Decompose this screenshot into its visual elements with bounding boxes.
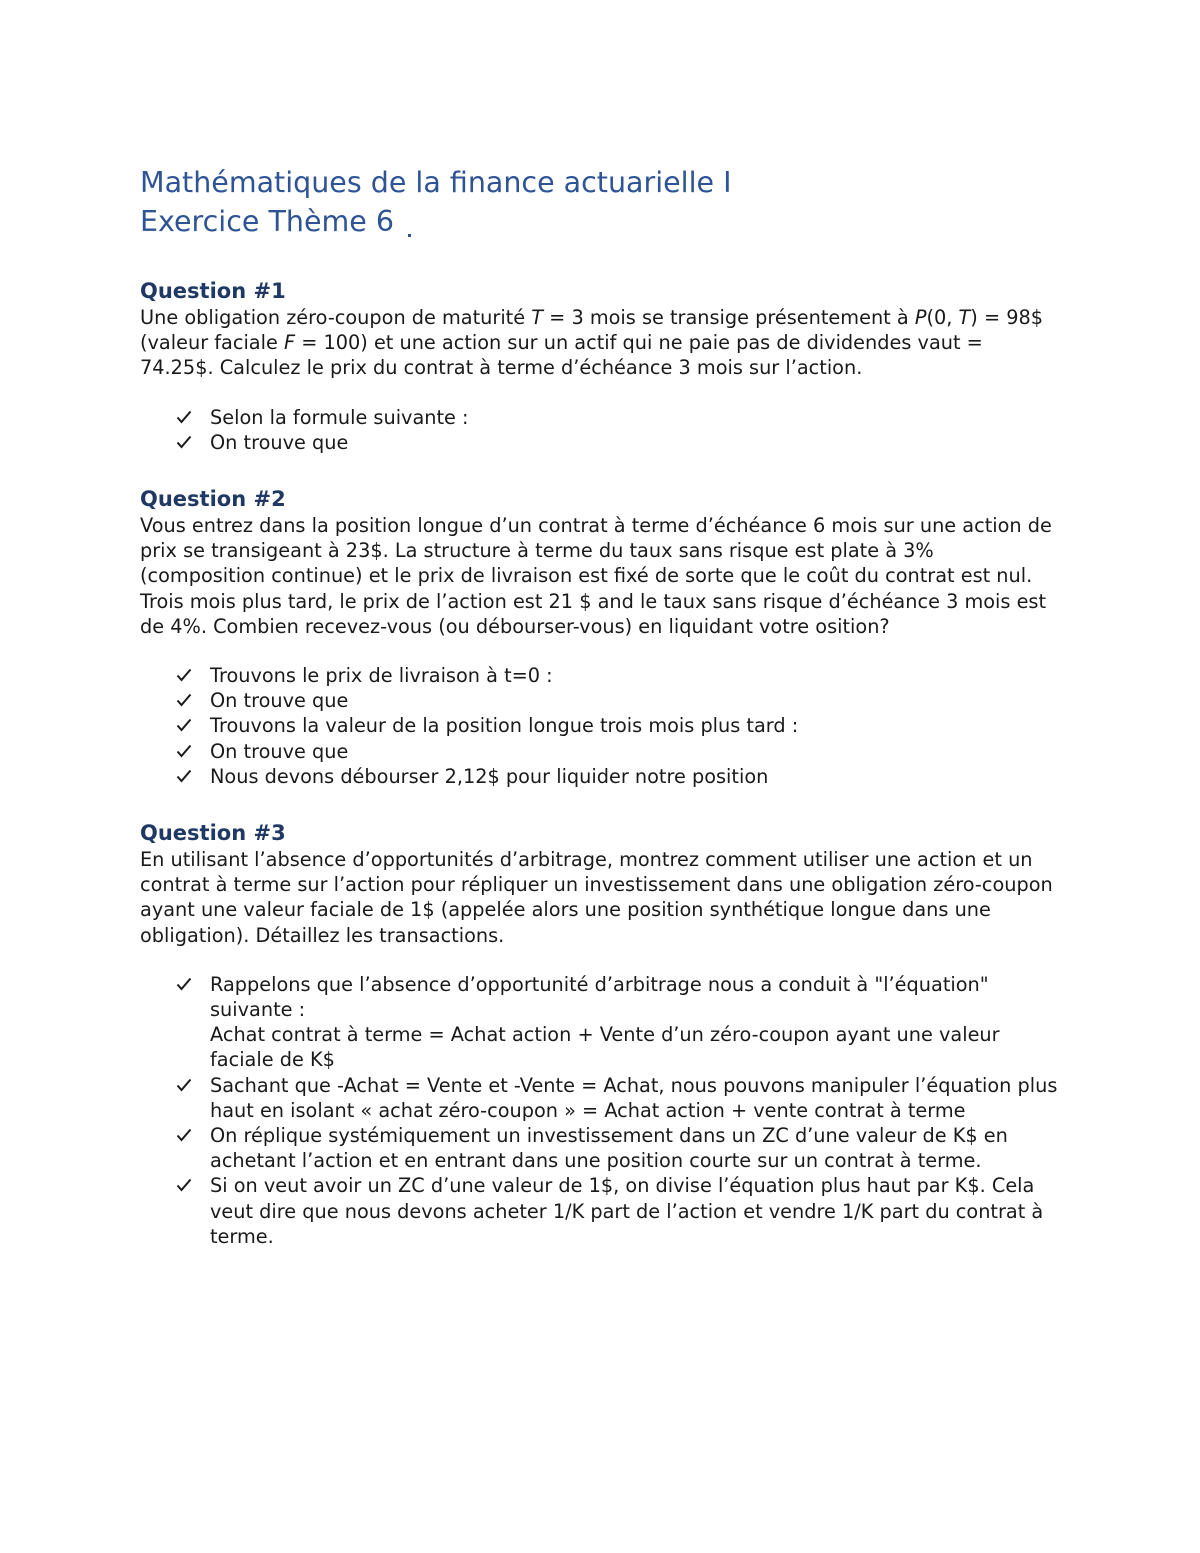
checklist-item xyxy=(140,405,1060,430)
title-line-2: Exercice Thème 6 xyxy=(140,205,394,238)
question-3-checklist xyxy=(140,972,1060,1249)
q1-text-part: ) = 98$ (valeur faciale xyxy=(140,306,1044,355)
checklist-item xyxy=(140,764,1060,789)
check-mark-icon xyxy=(176,1173,194,1198)
checklist-item xyxy=(140,1173,1060,1249)
check-mark-icon xyxy=(176,1073,194,1098)
check-mark-icon xyxy=(176,972,194,997)
checklist-item-text: On réplique systémiquement un investissement dans un ZC d’une valeur de K$ en achetant l’action et en entrant dans une position courte sur un contrat à terme. xyxy=(210,1124,1008,1173)
question-1-heading: Question #1 xyxy=(140,279,286,303)
checklist-item xyxy=(140,713,1060,738)
check-mark-icon xyxy=(176,663,194,688)
q1-var-F: F xyxy=(283,331,296,355)
checklist-item xyxy=(140,688,1060,713)
question-1 xyxy=(140,278,1060,455)
checklist-item-text: Selon la formule suivante : xyxy=(210,405,469,429)
title-dot-mark xyxy=(408,234,411,237)
checklist-item-text: Si on veut avoir un ZC d’une valeur de 1$, on divise l’équation plus haut par K$. Cela veut dire que nous devons acheter 1/K part de l’action et vendre 1/K part du contrat à terme. xyxy=(210,1174,1044,1248)
checklist-item-text: On trouve que xyxy=(210,430,349,454)
document-page xyxy=(140,163,1060,1249)
q1-var-T: T xyxy=(958,306,971,329)
question-2-heading: Question #2 xyxy=(140,487,286,512)
checklist-item-text: Sachant que -Achat = Vente et -Vente = Achat, nous pouvons manipuler l’équation plus haut en isolant « achat zéro-coupon » = Achat action + vente contrat à terme xyxy=(210,1073,1058,1122)
checklist-item xyxy=(140,972,1060,1073)
question-2-body: Vous entrez dans la position longue d’un contrat à terme d’échéance 6 mois sur une action de prix se transigeant à 23$. La structure à terme du taux sans risque est plate à 3% (composition continue) et le prix de livraison est fixé de sorte que le coût du contrat est nul. Trois mois plus tard, le prix de l’action est 21 $ and le taux sans risque d’échéance 3 mois est de 4%. Combien recevez-vous (ou débourser-vous) en liquidant votre osition? xyxy=(140,514,1052,638)
document-title xyxy=(140,163,1060,241)
question-2 xyxy=(140,486,1060,789)
checklist-item xyxy=(140,1123,1060,1173)
q1-var-P: P xyxy=(914,306,927,329)
question-1-checklist xyxy=(140,405,1060,455)
question-2-checklist xyxy=(140,663,1060,789)
checklist-item-text: Rappelons que l’absence d’opportunité d’arbitrage nous a conduit à "l’équation" suivante : xyxy=(210,972,989,1022)
question-1-body xyxy=(140,305,1060,381)
question-3-heading: Question #3 xyxy=(140,821,286,846)
checklist-item-text: Trouvons le prix de livraison à t=0 : xyxy=(210,664,553,688)
checklist-item-text: Trouvons la valeur de la position longue trois mois plus tard : xyxy=(210,714,799,738)
check-mark-icon xyxy=(176,1123,194,1148)
check-mark-icon xyxy=(176,713,194,738)
checklist-item-text: Nous devons débourser 2,12$ pour liquider notre position xyxy=(210,764,769,788)
title-line-1: Mathématiques de la finance actuarielle I xyxy=(140,166,732,199)
question-3 xyxy=(140,820,1060,1249)
q1-text-part: = 100) et une action sur un actif qui ne paie pas de dividendes vaut = 74.25$. Calculez le prix du contrat à terme d’échéance 3 mois sur l’action. xyxy=(140,331,983,380)
check-mark-icon xyxy=(176,764,194,789)
checklist-item xyxy=(140,663,1060,688)
checklist-item xyxy=(140,430,1060,455)
q1-text-part: (0, xyxy=(926,306,959,329)
check-mark-icon xyxy=(176,739,194,764)
checklist-item xyxy=(140,1073,1060,1123)
q1-text-part: = 3 mois se transige présentement à xyxy=(543,306,915,329)
q1-var-T: T xyxy=(531,306,544,329)
checklist-item xyxy=(140,739,1060,764)
question-3-body: En utilisant l’absence d’opportunités d’arbitrage, montrez comment utiliser une action et un contrat à terme sur l’action pour répliquer un investissement dans une obligation zéro-coupon ayant une valeur faciale de 1$ (appelée alors une position synthétique longue dans une obligation). Détaillez les transactions. xyxy=(140,848,1053,947)
checklist-item-equation: Achat contrat à terme = Achat action + Vente d’un zéro-coupon ayant une valeur faciale de K$ xyxy=(210,1023,1000,1072)
check-mark-icon xyxy=(176,405,194,430)
checklist-item-text: On trouve que xyxy=(210,689,349,713)
check-mark-icon xyxy=(176,430,194,455)
q1-text-part: Une obligation zéro-coupon de maturité xyxy=(140,306,532,329)
check-mark-icon xyxy=(176,688,194,713)
checklist-item-text: On trouve que xyxy=(210,739,349,763)
